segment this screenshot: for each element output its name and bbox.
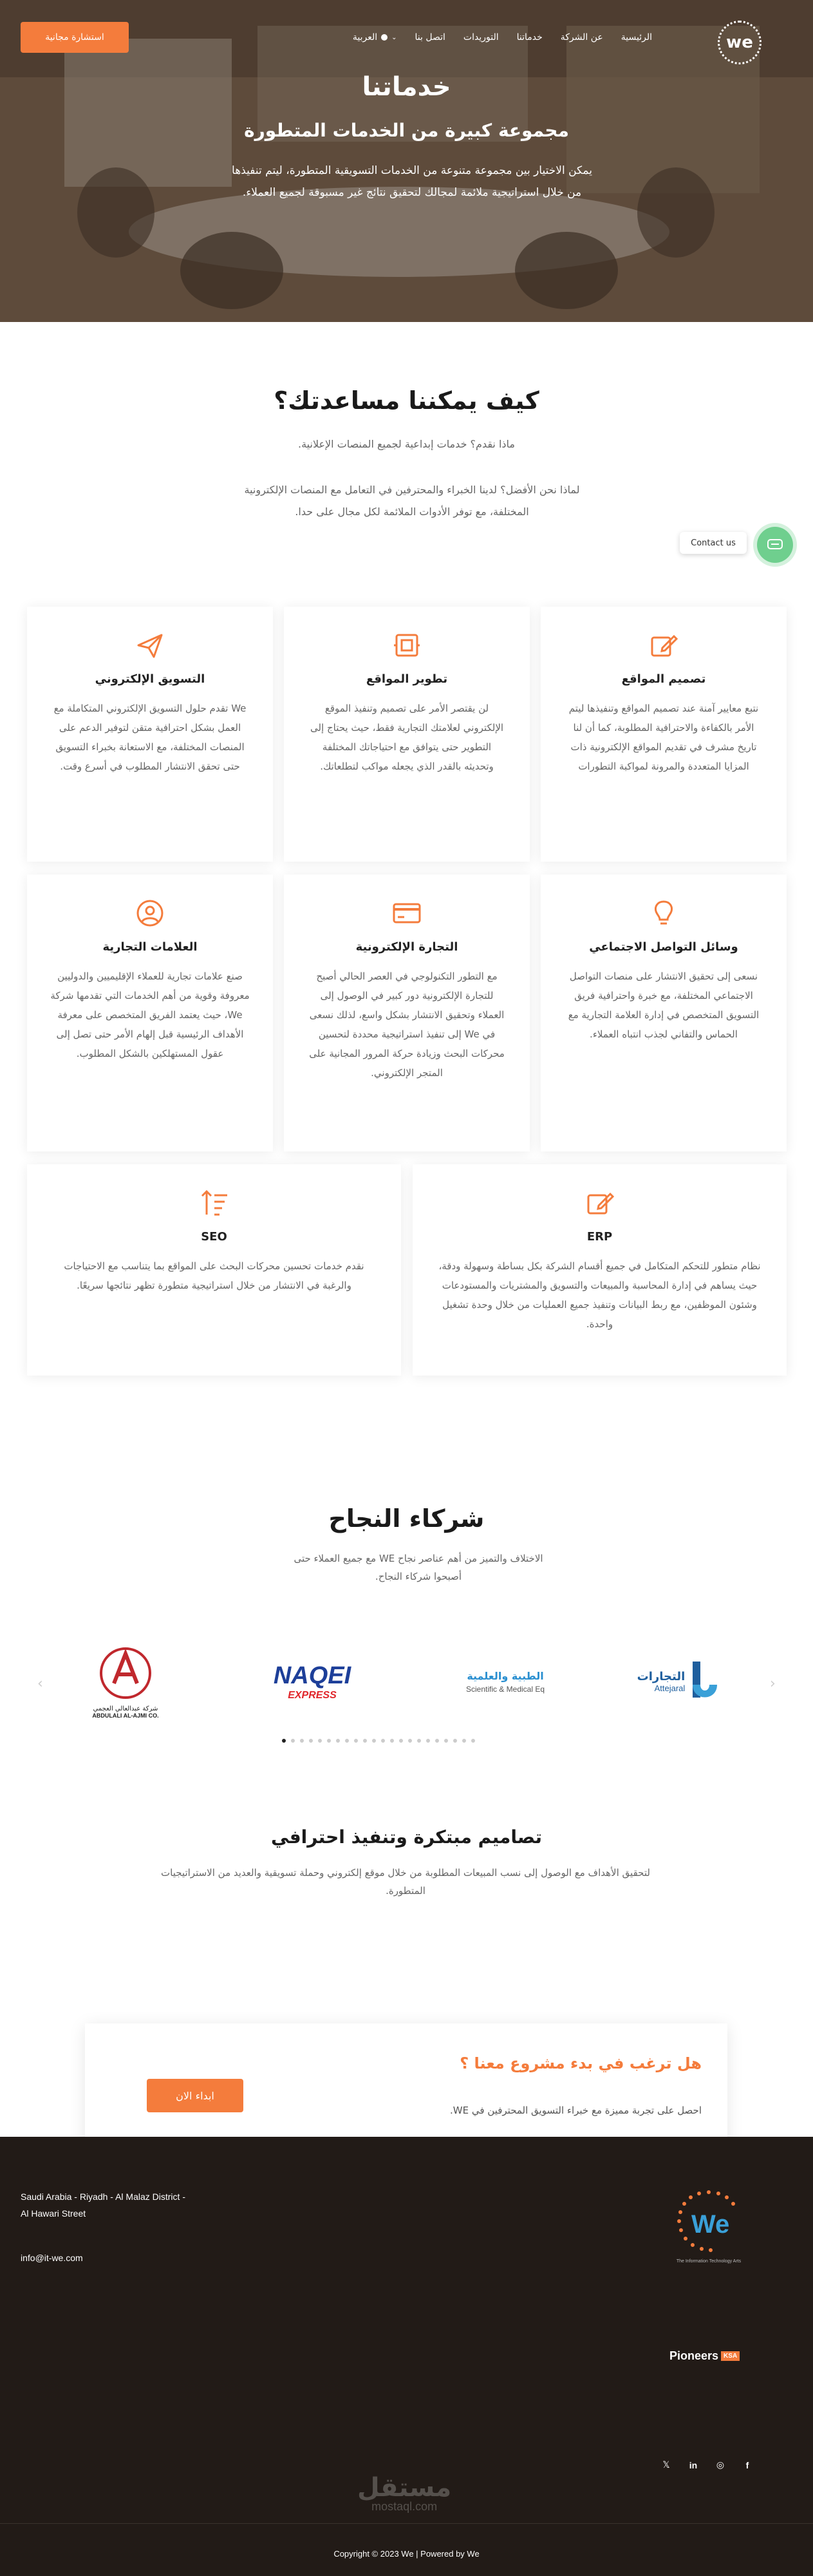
service-title: التسويق الإلكتروني — [95, 672, 205, 686]
service-card-web-development — [284, 607, 530, 862]
watermark-arabic: مستقل — [357, 2473, 452, 2503]
footer — [0, 2137, 813, 2576]
service-card-erp — [413, 1164, 787, 1376]
attejaral-mark-icon — [689, 1659, 721, 1704]
service-title: تطوير المواقع — [366, 672, 448, 686]
service-text: نظام متطور للتحكم المتكامل في جميع أقسام الشركة بكل بساطة وسهولة ودقة، حيث يساهم في إدارة المحاسبة والمبيعات والتسويق والمشتريات والمستودعات وشئون الموظفين، مع ربط البيانات وتنفيذ جميع العمليات من خلال وحدة تشغيل واحدة. — [438, 1260, 761, 1330]
copyright-text: Copyright © 2023 We | Powered by We — [333, 2549, 480, 2559]
service-title: العلامات التجارية — [102, 940, 198, 954]
pioneers-text: Pioneers — [669, 2349, 719, 2362]
partner-sub: EXPRESS — [288, 1689, 337, 1701]
partners-title: شركاء النجاح — [328, 1504, 485, 1533]
help-title: كيف يمكننا مساعدتك؟ — [274, 386, 539, 415]
edit-icon — [648, 630, 679, 661]
footer-logo-caption: The Information Technology Arts — [676, 2259, 742, 2264]
service-title: SEO — [201, 1230, 227, 1244]
partner-name: NAQEI — [273, 1662, 351, 1689]
nav-links — [353, 32, 652, 43]
carousel-dot[interactable] — [390, 1739, 394, 1743]
nav-contact[interactable]: اتصل بنا — [415, 32, 445, 43]
social-links — [660, 2460, 754, 2470]
service-text: We تقدم حلول التسويق الإلكتروني المتكاملة مع العمل بشكل احترافية متقن لتوفير الدعم على المنصات المختلفة، مع الاستعانة بخبراء التسويق حتى تحقق الانتشار المطلوب في أسرع وقت. — [53, 703, 247, 772]
linkedin-icon[interactable]: in — [689, 2460, 698, 2470]
carousel-dots — [282, 1739, 475, 1743]
user-circle-icon — [135, 898, 165, 929]
carousel-dot[interactable] — [309, 1739, 313, 1743]
carousel-dot[interactable] — [426, 1739, 430, 1743]
service-text: لن يقتصر الأمر على تصميم وتنفيذ الموقع الإلكتروني لعلامتك التجارية فقط، حيث يحتاج إلى التطوير حتى يتوافق مع احتياجاتك المختلفة وتحديثه بالقدر الذي يجعله مواكب لتطلعاتك. — [310, 703, 504, 772]
start-now-button[interactable]: ابداء الان — [147, 2079, 243, 2112]
carousel-dot[interactable] — [318, 1739, 322, 1743]
nav-supplies[interactable]: التوريدات — [463, 32, 499, 43]
credit-card-icon — [391, 898, 422, 929]
hero-subtitle: مجموعة كبيرة من الخدمات المتطورة — [244, 120, 569, 141]
service-title: تصميم المواقع — [621, 672, 706, 686]
instagram-icon[interactable]: ◎ — [716, 2460, 725, 2470]
contact-chat-button[interactable] — [757, 527, 793, 563]
carousel-next-arrow[interactable]: › — [770, 1676, 776, 1692]
pioneers-badge: KSA — [721, 2351, 740, 2361]
carousel-dot[interactable] — [336, 1739, 340, 1743]
partner-logo-attejaral[interactable] — [631, 1633, 727, 1730]
carousel-dot[interactable] — [345, 1739, 349, 1743]
footer-email[interactable]: info@it-we.com — [21, 2253, 83, 2263]
partner-logo-naqei[interactable] — [257, 1633, 367, 1730]
design-title: تصاميم مبتكرة وتنفيذ احترافي — [271, 1826, 542, 1848]
code-window-icon — [391, 630, 422, 661]
facebook-icon[interactable]: f — [745, 2460, 749, 2470]
partner-name: التجارات — [637, 1670, 686, 1683]
carousel-dot[interactable] — [354, 1739, 358, 1743]
chevron-down-icon: ⌄ — [391, 33, 397, 41]
partner-sub: Scientific & Medical Eq — [465, 1684, 545, 1694]
service-title: التجارة الإلكترونية — [355, 940, 458, 954]
carousel-dot[interactable] — [408, 1739, 412, 1743]
service-text: مع التطور التكنولوجي في العصر الحالي أصبح للتجارة الإلكترونية دور كبير في الوصول إلى العملاء وتحقيق الانتشار بشكل واسع، لذلك نسعى في We إلى تنفيذ استراتيجية محددة لتحسين محركات البحث وزيادة حركة المرور المجانية على المتجر الإلكتروني. — [309, 971, 505, 1079]
carousel-dot[interactable] — [471, 1739, 475, 1743]
service-text: نتبع معايير آمنة عند تصميم المواقع وتنفيذها ليتم الأمر بالكفاءة والاحترافية المطلوبة، كما أن لنا تاريخ مشرف في تقديم المواقع الإلكترونية ذات المزايا المتعددة والمرونة لمواكبة التطورات — [568, 703, 759, 772]
top-navigation — [0, 0, 813, 77]
carousel-dot[interactable] — [291, 1739, 295, 1743]
carousel-dot[interactable] — [300, 1739, 304, 1743]
service-title: ERP — [586, 1230, 613, 1244]
partner-logo-al-ajmi[interactable] — [71, 1633, 180, 1730]
service-card-social-media — [541, 875, 787, 1151]
help-description: لماذا نحن الأفضل؟ لدينا الخبراء والمحترفين في التعامل مع المنصات الإلكترونية المختلفة، مع توفر الأدوات الملائمة لكل مجال على حدا. — [244, 484, 580, 518]
globe-icon — [381, 34, 388, 41]
mostaql-watermark — [357, 2473, 451, 2514]
carousel-dot[interactable] — [417, 1739, 421, 1743]
language-label: العربية — [352, 32, 378, 43]
logo-text: we — [726, 33, 753, 52]
partner-logo-scientific-medical[interactable] — [451, 1633, 560, 1730]
service-text: نقدم خدمات تحسين محركات البحث على المواقع بما يتناسب مع الاحتياجات والرغبة في الانتشار من خلال استراتيجية متطورة تظهر نتائجها سريعًا. — [64, 1260, 364, 1291]
footer-divider — [0, 2523, 813, 2524]
nav-home[interactable]: الرئيسية — [621, 32, 652, 43]
start-project-box — [85, 2023, 727, 2150]
footer-logo[interactable] — [667, 2187, 751, 2277]
partner-sub: ABDULALI AL-AJMI CO. — [92, 1712, 159, 1719]
chat-icon — [767, 538, 783, 551]
twitter-icon[interactable]: 𝕏 — [662, 2460, 670, 2470]
nav-services[interactable]: خدماتنا — [516, 32, 543, 43]
partner-name: الطبية والعلمية — [467, 1669, 544, 1682]
design-description: لتحقيق الأهداف مع الوصول إلى نسب المبيعات المطلوبة من خلال موقع إلكتروني وحملة تسويقية والعديد من الاستراتيجيات المتطورة. — [161, 1867, 650, 1897]
hero-title: خدماتنا — [362, 72, 451, 102]
carousel-dot[interactable] — [453, 1739, 457, 1743]
partner-sub: Attejaral — [654, 1683, 686, 1693]
edit-icon — [584, 1188, 615, 1218]
partner-name: شركة عبدالعالي العجمي — [93, 1705, 158, 1712]
carousel-dot[interactable] — [363, 1739, 367, 1743]
lightbulb-icon — [648, 898, 679, 929]
carousel-dot[interactable] — [435, 1739, 439, 1743]
service-card-branding — [27, 875, 273, 1151]
watermark-english: mostaql.com — [371, 2500, 438, 2513]
cta-title: هل ترغب في بدء مشروع معنا ؟ — [460, 2054, 702, 2072]
carousel-dot[interactable] — [372, 1739, 376, 1743]
service-text: صنع علامات تجارية للعملاء الإقليميين والدوليين معروفة وقوية من أهم الخدمات التي تقدمها شركة We، حيث يعتمد الفريق المتخصص على معرفة الأهداف الرئيسية قبل إلهام الأمر حتى تصل إلى عقول المستهلكين بالشكل المطلوب. — [50, 971, 250, 1059]
service-text: نسعى إلى تحقيق الانتشار على منصات التواصل الاجتماعي المختلفة، مع خبرة واحترافية فريق التسويق المتخصص في إدارة العلامة التجارية مع الحماس والتفاني لجذب انتباه العملاء. — [568, 971, 760, 1040]
hero-description: يمكن الاختيار بين مجموعة متنوعة من الخدمات التسويقية المتطورة، ليتم تنفيذها من خلال استراتيجية ملائمة لمجالك لتحقيق نتائج غير مسبوقة لجميع العملاء. — [232, 164, 592, 199]
carousel-dot[interactable] — [282, 1739, 286, 1743]
carousel-dot[interactable] — [462, 1739, 466, 1743]
carousel-prev-arrow[interactable]: ‹ — [37, 1676, 43, 1692]
service-title: وسائل التواصل الاجتماعي — [589, 940, 738, 954]
paper-plane-icon — [135, 630, 165, 661]
contact-us-label[interactable]: Contact us — [680, 532, 747, 554]
partners-description: الاختلاف والتميز من أهم عناصر نجاح WE مع جميع العملاء حتى أصبحوا شركاء النجاح. — [294, 1553, 543, 1582]
carousel-dot[interactable] — [327, 1739, 331, 1743]
service-card-web-design — [541, 607, 787, 862]
site-logo[interactable] — [718, 21, 762, 64]
carousel-dot[interactable] — [399, 1739, 403, 1743]
carousel-dot[interactable] — [444, 1739, 448, 1743]
footer-address: Saudi Arabia - Riyadh - Al Malaz District - Al Hawari Street — [21, 2192, 185, 2219]
carousel-dot[interactable] — [381, 1739, 385, 1743]
pioneers-logo[interactable] — [669, 2349, 740, 2363]
cta-text: احصل على تجربة مميزة مع خبراء التسويق المحترفين في WE. — [449, 2105, 702, 2116]
sort-icon — [199, 1188, 230, 1218]
help-question: ماذا نقدم؟ خدمات إبداعية لجميع المنصات الإعلانية. — [298, 438, 515, 450]
service-card-ecommerce — [284, 875, 530, 1151]
footer-logo-text: We — [691, 2210, 730, 2239]
free-consultation-button[interactable]: استشارة مجانية — [21, 22, 129, 53]
nav-about[interactable]: عن الشركة — [560, 32, 603, 43]
language-selector[interactable] — [353, 32, 397, 43]
service-card-e-marketing — [27, 607, 273, 862]
service-card-seo — [27, 1164, 401, 1376]
hero-section — [0, 0, 813, 322]
al-ajmi-emblem-icon — [95, 1645, 156, 1703]
